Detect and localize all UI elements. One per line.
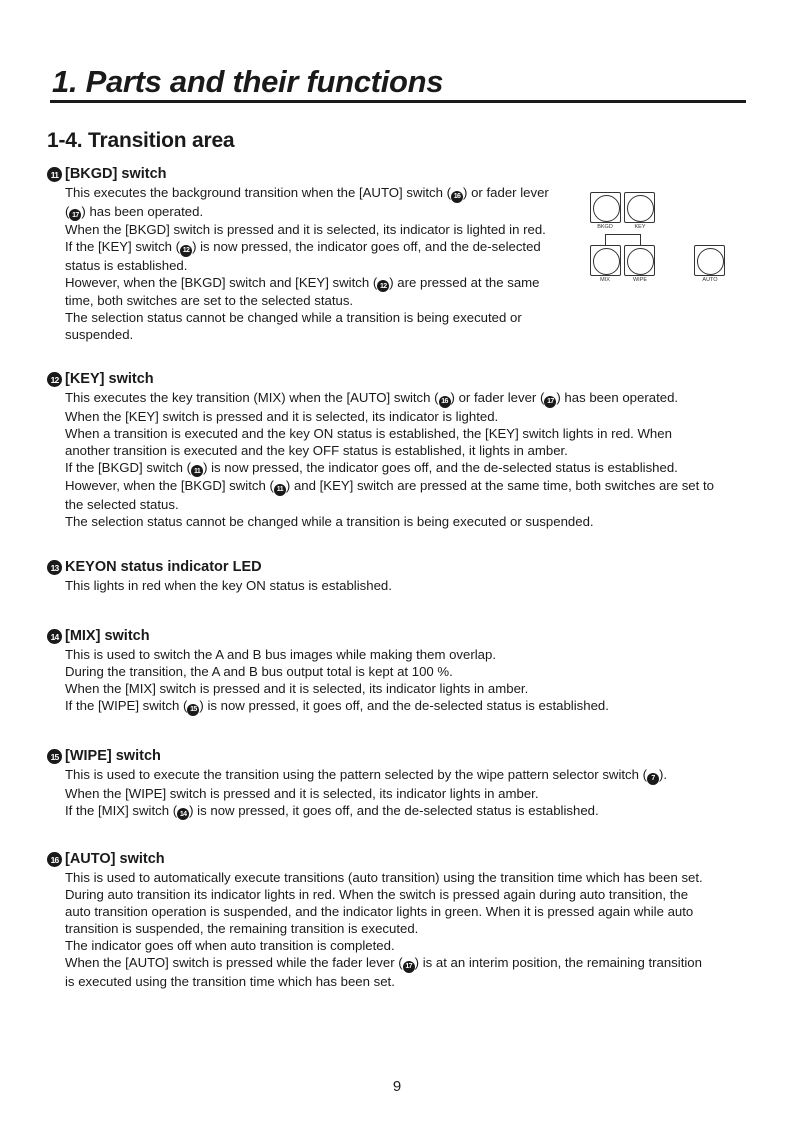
text-line: If the [BKGD] switch ( 11 ) is now pressed, the indicator goes off, and the de-selected status is established.	[65, 459, 749, 478]
text-line: ( 17 ) has been operated.	[65, 203, 749, 222]
ref-badge: 16	[451, 191, 463, 203]
bkgd-switch-illustration	[590, 192, 621, 223]
ref-badge: 12	[377, 280, 389, 292]
item-number-badge: 16	[47, 852, 62, 867]
text-line: When the [KEY] switch is pressed and it is selected, its indicator is lighted.	[65, 408, 499, 424]
mix-label: MIX	[600, 277, 610, 283]
text-line: When the [AUTO] switch is pressed while the fader lever ( 17 ) is at an interim position, the remaining transition	[65, 954, 749, 973]
text-line: transition is suspended, the remaining transition is executed.	[65, 921, 419, 936]
text-line: If the [KEY] switch ( 12 ) is now pressed, the indicator goes off, and the de-selected	[65, 238, 749, 257]
key-label: KEY	[634, 224, 646, 230]
item-body	[65, 869, 749, 990]
text-line: However, when the [BKGD] switch and [KEY] switch ( 12 ) are pressed at the same	[65, 274, 749, 293]
item-keyon-led	[47, 558, 749, 594]
mix-switch-illustration	[590, 245, 621, 276]
text-line: another transition is executed and the key OFF status is established, it lights in amber.	[65, 442, 568, 458]
text-line: This lights in red when the key ON status is established.	[65, 578, 392, 593]
wipe-label: WIPE	[632, 277, 648, 283]
item-title: [AUTO] switch	[65, 851, 165, 867]
text-line: When the [WIPE] switch is pressed and it is selected, its indicator lights in amber.	[65, 785, 539, 801]
text-line: the selected status.	[65, 496, 179, 512]
text-line: The selection status cannot be changed while a transition is being executed or	[65, 310, 522, 325]
item-wipe-switch	[47, 747, 749, 820]
item-auto-switch	[47, 850, 749, 990]
auto-label: AUTO	[702, 277, 718, 283]
key-switch-illustration	[624, 192, 655, 223]
ref-badge: 16	[439, 396, 451, 408]
section-title: 1-4. Transition area	[47, 129, 235, 152]
text-line: When the [BKGD] switch is pressed and it is selected, its indicator is lighted in red.	[65, 222, 546, 237]
text-line: However, when the [BKGD] switch ( 11 ) and [KEY] switch are pressed at the same time, both switches are set to	[65, 477, 749, 496]
item-body	[65, 766, 749, 820]
chapter-title: 1. Parts and their functions	[52, 64, 444, 99]
item-title: [KEY] switch	[65, 371, 154, 387]
transition-switches-figure	[588, 190, 738, 290]
ref-badge: 17	[544, 396, 556, 408]
text-line: auto transition operation is suspended, and the indicator lights in green. When it is pressed again while auto	[65, 904, 694, 919]
item-mix-switch	[47, 627, 749, 716]
text-line: time, both switches are set to the selected status.	[65, 293, 354, 308]
item-title: [WIPE] switch	[65, 748, 161, 764]
ref-badge: 15	[187, 704, 199, 716]
text-line: This is used to switch the A and B bus images while making them overlap.	[65, 647, 497, 662]
text-line: This is used to execute the transition using the pattern selected by the wipe pattern selector switch ( 7 ).	[65, 766, 749, 785]
text-line: During auto transition its indicator lights in red. When the switch is pressed again during auto transition, the	[65, 887, 689, 902]
item-body	[65, 577, 749, 594]
ref-badge: 11	[274, 484, 286, 496]
text-line: If the [MIX] switch ( 14 ) is now pressed, it goes off, and the de-selected status is established.	[65, 802, 749, 821]
item-title: [BKGD] switch	[65, 166, 167, 182]
auto-switch-illustration	[694, 245, 725, 276]
ref-badge: 14	[177, 808, 189, 820]
item-body	[65, 646, 749, 716]
text-line: The selection status cannot be changed while a transition is being executed or suspended.	[65, 513, 594, 529]
text-line: status is established.	[65, 257, 188, 273]
ref-badge: 17	[403, 961, 415, 973]
text-line: This executes the key transition (MIX) when the [AUTO] switch ( 16 ) or fader lever ( 17 ) has been operated.	[65, 389, 749, 408]
item-number-badge: 15	[47, 749, 62, 764]
ref-badge: 12	[180, 245, 192, 257]
bkgd-label: BKGD	[597, 224, 613, 230]
item-title: KEYON status indicator LED	[65, 559, 262, 575]
item-key-switch	[47, 370, 749, 530]
text-line: The indicator goes off when auto transition is completed.	[65, 938, 395, 953]
ref-badge: 7	[647, 773, 659, 785]
text-line: When a transition is executed and the key ON status is established, the [KEY] switch lights in red. When	[65, 425, 672, 441]
text-line: This executes the background transition when the [AUTO] switch ( 16 ) or fader lever	[65, 184, 749, 203]
chapter-header	[50, 62, 746, 103]
item-number-badge: 11	[47, 167, 62, 182]
text-line: If the [WIPE] switch ( 15 ) is now pressed, it goes off, and the de-selected status is established.	[65, 697, 749, 716]
text-line: is executed using the transition time which has been set.	[65, 973, 395, 989]
wipe-switch-illustration	[624, 245, 655, 276]
ref-badge: 17	[69, 209, 81, 221]
ref-badge: 11	[191, 465, 203, 477]
item-body	[65, 389, 749, 530]
page-number: 9	[392, 1078, 402, 1095]
item-number-badge: 12	[47, 372, 62, 387]
text-line: During the transition, the A and B bus output total is kept at 100 %.	[65, 664, 453, 679]
item-title: [MIX] switch	[65, 628, 150, 644]
text-line: This is used to automatically execute transitions (auto transition) using the transition time which has been set.	[65, 870, 703, 885]
item-number-badge: 13	[47, 560, 62, 575]
text-line: suspended.	[65, 327, 134, 342]
item-number-badge: 14	[47, 629, 62, 644]
text-line: When the [MIX] switch is pressed and it is selected, its indicator lights in amber.	[65, 681, 529, 696]
